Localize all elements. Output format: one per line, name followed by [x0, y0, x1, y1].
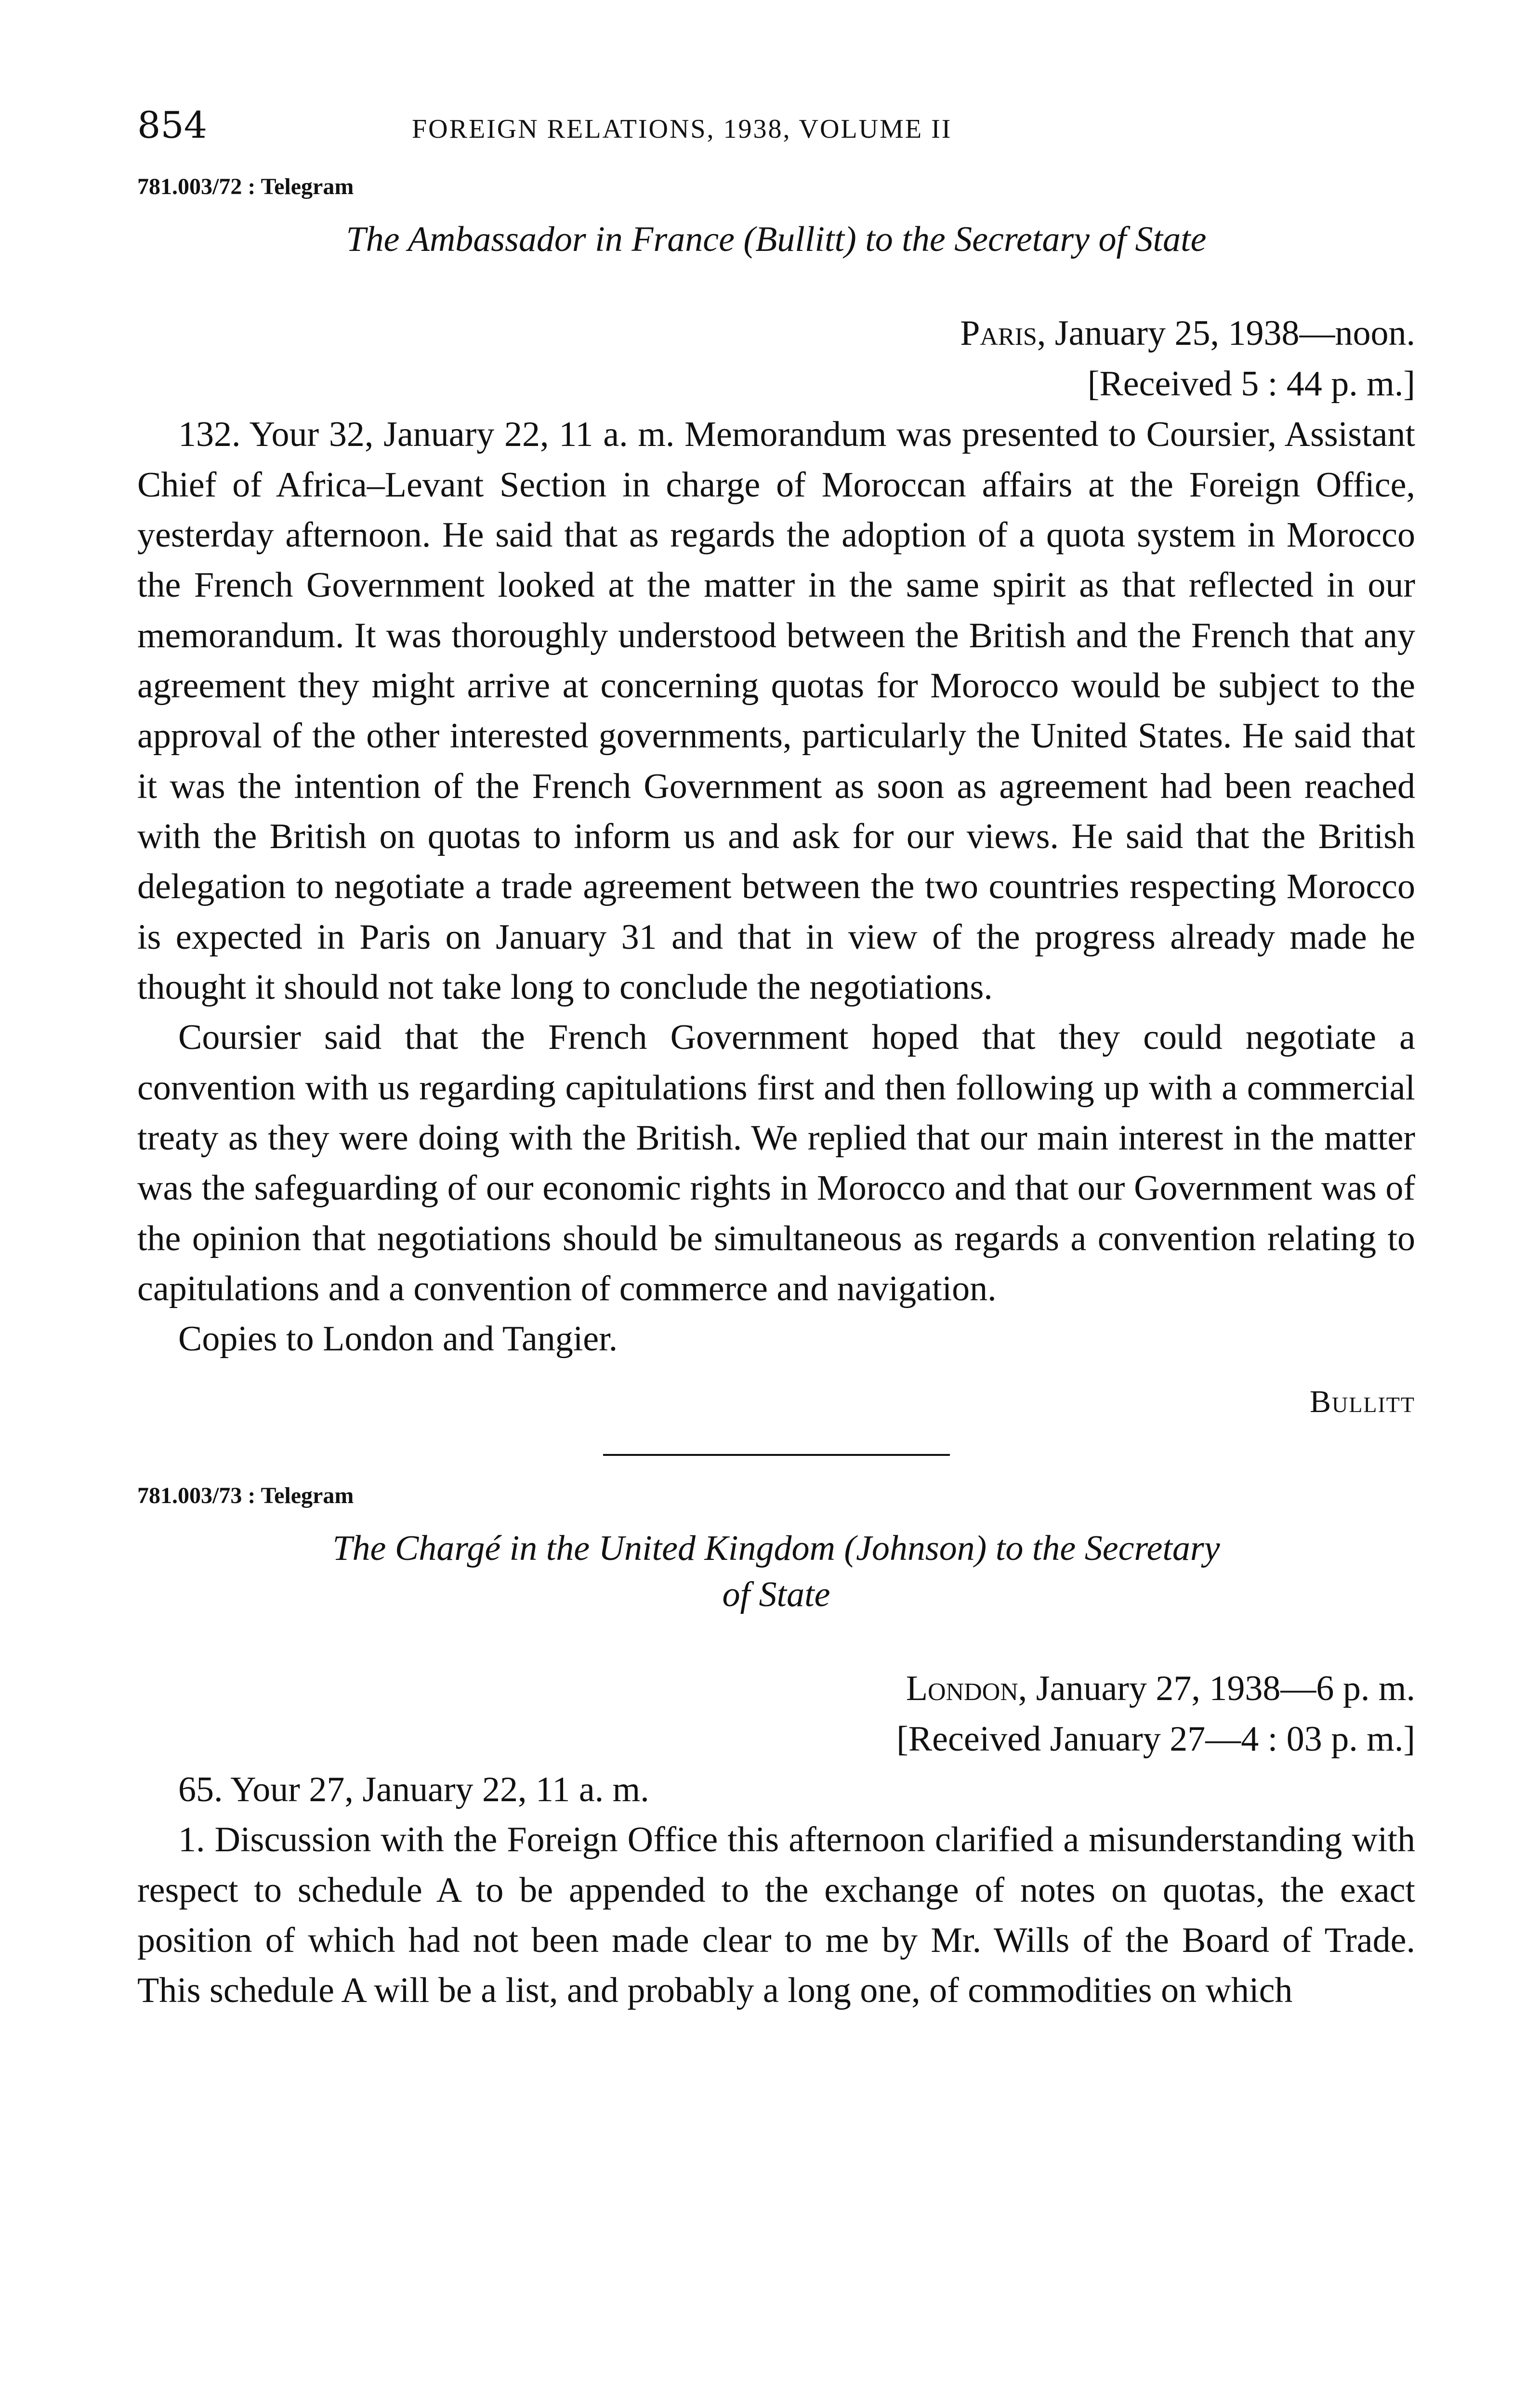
- received-time: [Received January 27—4 : 03 p. m.]: [896, 1719, 1415, 1759]
- paragraph: 65. Your 27, January 22, 11 a. m.: [178, 1770, 649, 1810]
- telegram-2: [137, 1482, 1415, 2016]
- dateline-date: January 25, 1938—noon.: [1054, 314, 1415, 353]
- dateline: [137, 1663, 1415, 1765]
- file-reference: 781.003/72 : Telegram: [137, 174, 354, 199]
- dateline-place: London,: [906, 1668, 1027, 1708]
- document-title-line: The Chargé in the United Kingdom (Johnson) to the Secretary: [332, 1528, 1220, 1568]
- paragraph: Coursier said that the French Government hoped that they could negotiate a convention with us regarding capitulations first and then following up with a commercial treaty as they were doing with the British. We replied that our main interest in the matter was the safeguarding of our economic rights in Morocco and that our Government was of the opinion that negotiations should be simultaneous as regards a convention relating to capitulations and a convention of commerce and navigation.: [137, 1018, 1415, 1309]
- dateline-place: Paris,: [960, 314, 1046, 353]
- paragraph: 132. Your 32, January 22, 11 a. m. Memorandum was presented to Coursier, Assistant Chief of Africa–Levant Section in charge of Moroccan affairs at the Foreign Office, yesterday afternoon. He said that as regards the adoption of a quota system in Morocco the French Government looked at the matter in the same spirit as that reflected in our memorandum. It was thoroughly understood between the British and the French that any agreement they might arrive at concerning quotas for Morocco would be subject to the approval of the other interested governments, particularly the United States. He said that it was the intention of the French Government as soon as agreement had been reached with the British on quotas to inform us and ask for our views. He said that the British delegation to negotiate a trade agreement between the two countries respecting Morocco is expected in Paris on January 31 and that in view of the progress already made he thought it should not take long to conclude the negotiations.: [137, 415, 1415, 1007]
- page-number: 854: [137, 104, 208, 146]
- document-title: The Ambassador in France (Bullitt) to the Secretary of State: [346, 220, 1207, 259]
- signature: Bullitt: [1310, 1384, 1415, 1419]
- document-title: [137, 1525, 1415, 1618]
- received-time: [Received 5 : 44 p. m.]: [1087, 364, 1415, 404]
- document-title-line: of State: [722, 1574, 830, 1614]
- paragraph: Copies to London and Tangier.: [178, 1319, 618, 1359]
- file-reference: 781.003/73 : Telegram: [137, 1482, 354, 1508]
- running-head: [137, 104, 1415, 161]
- telegram-body: [137, 1765, 1415, 2016]
- paragraph: 1. Discussion with the Foreign Office this afternoon clarified a misunderstanding with respect to schedule A to be appended to the exchange of notes on quotas, the exact position of which had not been made clear to me by Mr. Wills of the Board of Trade. This schedule A will be a list, and probably a long one, of commodities on which: [137, 1820, 1415, 2011]
- telegram-1: [137, 173, 1415, 1420]
- dateline-date: January 27, 1938—6 p. m.: [1036, 1668, 1415, 1708]
- telegram-body: [137, 409, 1415, 1364]
- section-divider: [603, 1454, 950, 1456]
- dateline: [137, 308, 1415, 409]
- running-title: FOREIGN RELATIONS, 1938, VOLUME II: [412, 114, 952, 144]
